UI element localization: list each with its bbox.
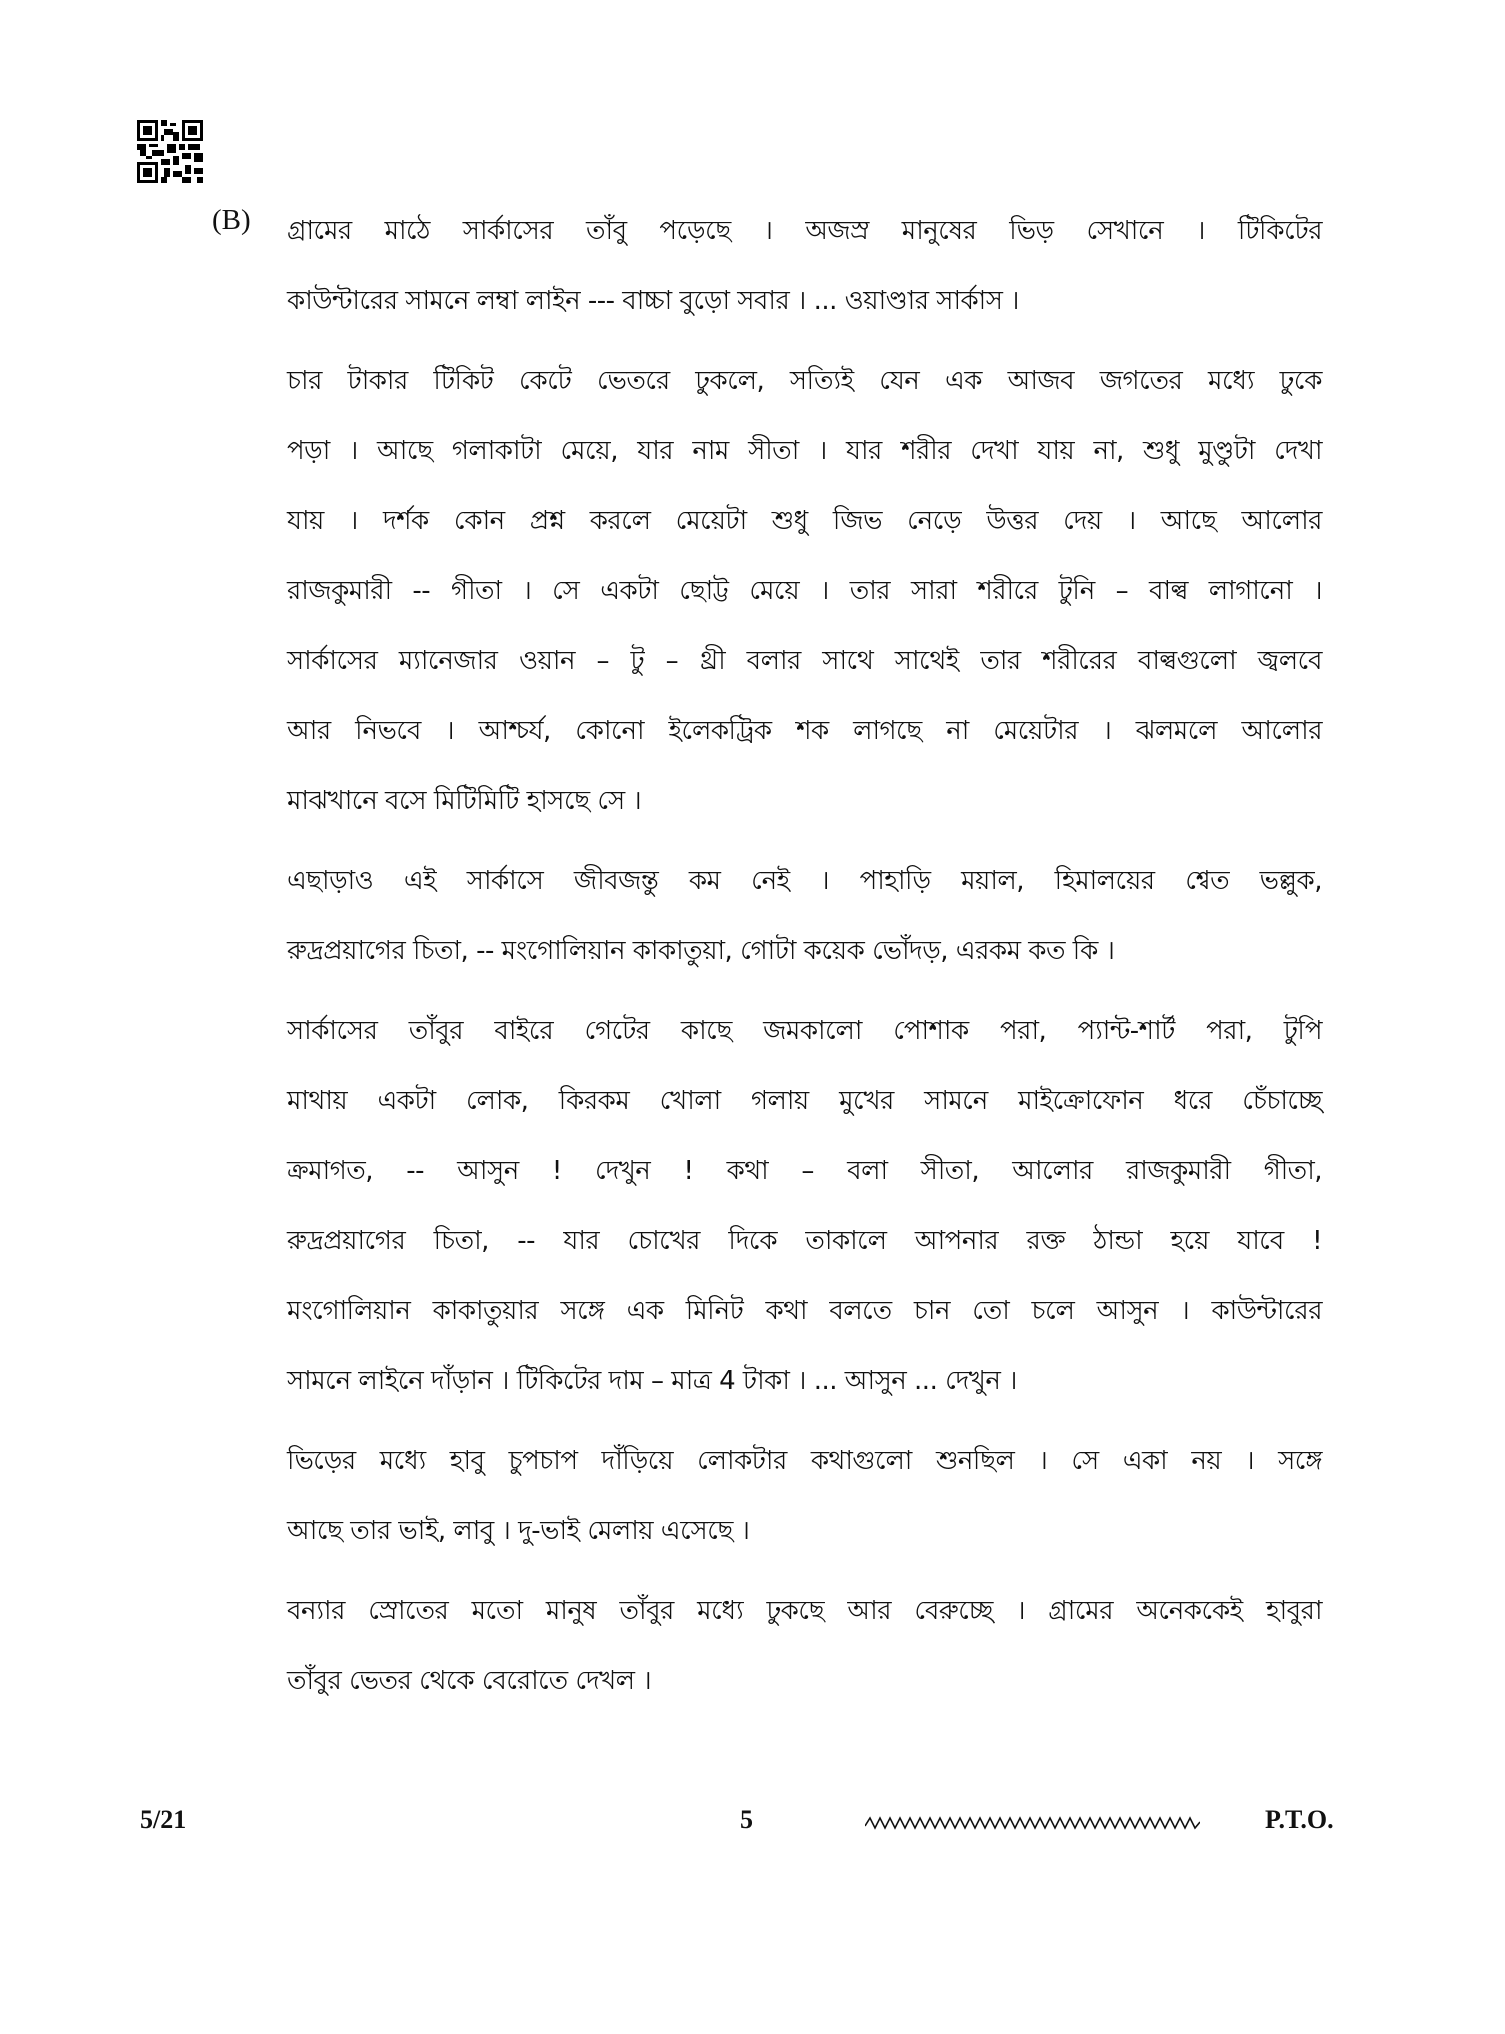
- question-section-b: [212, 196, 1322, 1726]
- text-line: মাঝখানে বসে মিটিমিটি হাসছে সে ।: [287, 786, 642, 816]
- text-line: ক্রমাগত, -- আসুন ! দেখুন ! কথা – বলা সীতা, আলোর রাজকুমারী গীতা,: [287, 1156, 1322, 1186]
- text-line: রুদ্রপ্রয়াগের চিতা, -- যার চোখের দিকে তাকালে আপনার রক্ত ঠান্ডা হয়ে যাবে !: [287, 1226, 1322, 1256]
- qr-code-icon: [137, 120, 203, 183]
- passage: [287, 196, 1322, 1716]
- page-number: 5: [740, 1805, 753, 1834]
- text-line: আছে তার ভাই, লাবু । দু-ভাই মেলায় এসেছে ।: [287, 1516, 750, 1546]
- section-label: (B): [212, 204, 251, 236]
- paragraph-6: [287, 1576, 1322, 1716]
- paragraph-5: [287, 1426, 1322, 1566]
- text-line: চার টাকার টিকিট কেটে ভেতরে ঢুকলে, সত্যিই যেন এক আজব জগতের মধ্যে ঢুকে: [287, 366, 1322, 396]
- paragraph-1: [287, 196, 1322, 336]
- text-line: গ্রামের মাঠে সার্কাসের তাঁবু পড়েছে । অজস্র মানুষের ভিড় সেখানে । টিকিটের: [287, 216, 1322, 246]
- text-line: এছাড়াও এই সার্কাসে জীবজন্তু কম নেই । পাহাড়ি ময়াল, হিমালয়ের শ্বেত ভল্লুক,: [287, 866, 1322, 896]
- paper-code: 5/21: [140, 1805, 187, 1834]
- wavy-line-icon: [865, 1811, 1200, 1833]
- text-line: আর নিভবে । আশ্চর্য, কোনো ইলেকট্রিক শক লাগছে না মেয়েটার । ঝলমলে আলোর: [287, 716, 1322, 746]
- text-line: পড়া । আছে গলাকাটা মেয়ে, যার নাম সীতা । যার শরীর দেখা যায় না, শুধু মুণ্ডুটা দেখা: [287, 436, 1322, 466]
- text-line: সার্কাসের তাঁবুর বাইরে গেটের কাছে জমকালো পোশাক পরা, প্যান্ট-শার্ট পরা, টুপি: [287, 1016, 1322, 1046]
- paragraph-2: [287, 346, 1322, 836]
- paragraph-3: [287, 846, 1322, 986]
- text-line: যায় । দর্শক কোন প্রশ্ন করলে মেয়েটা শুধু জিভ নেড়ে উত্তর দেয় । আছে আলোর: [287, 506, 1322, 536]
- page-footer: [0, 1805, 1505, 1845]
- text-line: তাঁবুর ভেতর থেকে বেরোতে দেখল ।: [287, 1666, 652, 1696]
- text-line: রুদ্রপ্রয়াগের চিতা, -- মংগোলিয়ান কাকাতুয়া, গোটা কয়েক ভোঁদড়, এরকম কত কি ।: [287, 936, 1115, 966]
- text-line: বন্যার স্রোতের মতো মানুষ তাঁবুর মধ্যে ঢুকছে আর বেরুচ্ছে । গ্রামের অনেককেই হাবুরা: [287, 1596, 1322, 1626]
- text-line: মংগোলিয়ান কাকাতুয়ার সঙ্গে এক মিনিট কথা বলতে চান তো চলে আসুন । কাউন্টারের: [287, 1296, 1322, 1326]
- text-line: কাউন্টারের সামনে লম্বা লাইন --- বাচ্চা বুড়ো সবার । ... ওয়াণ্ডার সার্কাস ।: [287, 286, 1019, 316]
- text-line: মাথায় একটা লোক, কিরকম খোলা গলায় মুখের সামনে মাইক্রোফোন ধরে চেঁচাচ্ছে: [287, 1086, 1322, 1116]
- text-line: সার্কাসের ম্যানেজার ওয়ান – টু – থ্রী বলার সাথে সাথেই তার শরীরের বাল্বগুলো জ্বলবে: [287, 646, 1322, 676]
- text-line: রাজকুমারী -- গীতা । সে একটা ছোট্ট মেয়ে । তার সারা শরীরে টুনি – বাল্ব লাগানো ।: [287, 576, 1322, 606]
- text-line: ভিড়ের মধ্যে হাবু চুপচাপ দাঁড়িয়ে লোকটার কথাগুলো শুনছিল । সে একা নয় । সঙ্গে: [287, 1446, 1322, 1476]
- please-turn-over: P.T.O.: [1265, 1805, 1334, 1834]
- text-line: সামনে লাইনে দাঁড়ান । টিকিটের দাম – মাত্র 4 টাকা । ... আসুন ... দেখুন ।: [287, 1366, 1017, 1396]
- paragraph-4: [287, 996, 1322, 1416]
